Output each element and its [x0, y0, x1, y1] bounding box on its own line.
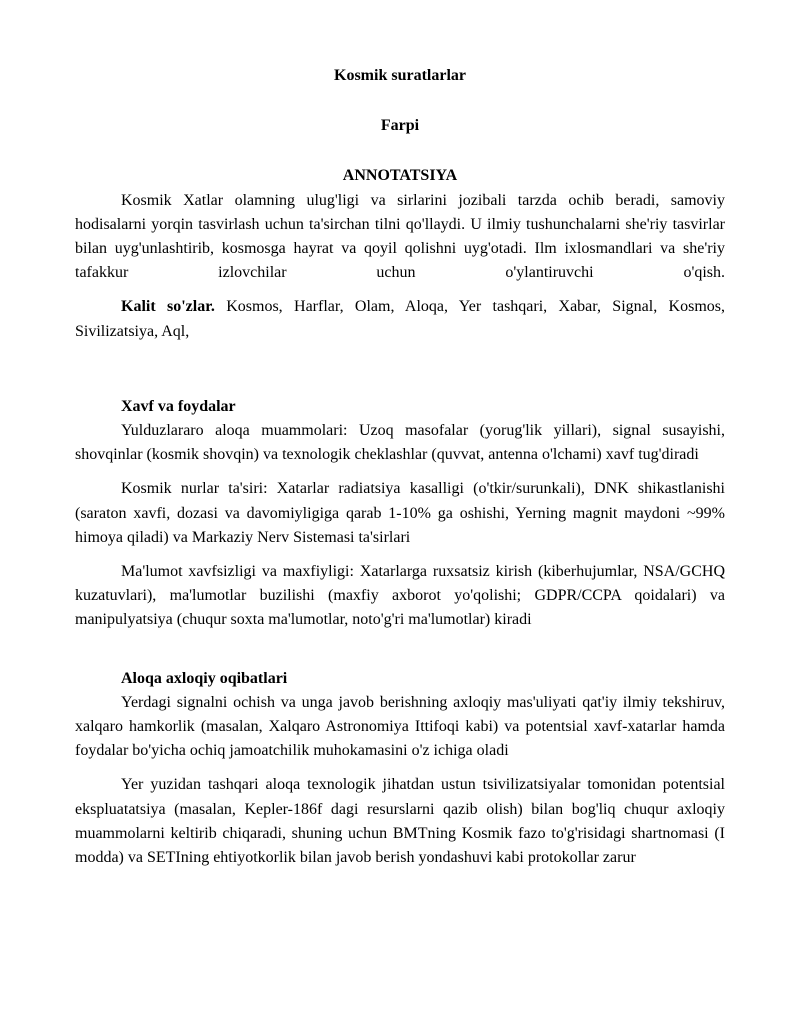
section-heading-risks: Xavf va foydalar	[121, 397, 236, 415]
keywords-label: Kalit so'zlar.	[121, 298, 215, 316]
section-paragraph: Kosmik nurlar ta'siri: Xatarlar radiatsiya kasalligi (o'tkir/surunkali), DNK shikastlanishi (saraton xavfi, dozasi va davomiyligiga qarab 1-10% ga oshishi, Yerning magnit maydoni ~99% himoya qiladi) va Markaziy Nerv Sistemasi ta'sirlari	[75, 480, 725, 546]
section-paragraph: Yerdagi signalni ochish va unga javob berishning axloqiy mas'uliyati qat'iy ilmiy tekshiruv, xalqaro hamkorlik (masalan, Xalqaro Astronomiya Ittifoqi kabi) va potentsial xavf-xatarlar hamda foydalar bo'yicha ochiq jamoatchilik muhokamasini o'z ichiga oladi	[75, 693, 725, 760]
section-paragraph: Ma'lumot xavfsizligi va maxfiyligi: Xatarlarga ruxsatsiz kirish (kiberhujumlar, NSA/GCHQ kuzatuvlari), ma'lumotlar buzilishi (maxfiy axborot yo'qolishi; GDPR/CCPA qoidalari) va manipulyatsiya (chuqur soxta ma'lumotlar, noto'g'ri ma'lumotlar) kiradi	[75, 563, 725, 629]
abstract-heading: ANNOTATSIYA	[342, 167, 458, 185]
document-title: Kosmik suratlarlar	[334, 67, 466, 84]
section-heading-ethics: Aloqa axloqiy oqibatlari	[121, 669, 288, 687]
keywords-text: Kosmos, Harflar, Olam, Aloqa, Yer tashqari, Xabar, Signal, Kosmos, Sivilizatsiya, Aql,	[75, 298, 726, 340]
document-author: Farpi	[380, 117, 420, 135]
document-page	[75, 64, 725, 870]
section-paragraph: Yulduzlararo aloqa muammolari: Uzoq masofalar (yorug'lik yillari), signal susayishi, shovqinlar (kosmik shovqin) va texnologik cheklashlar (quvvat, antenna o'lchami) xavf tug'diradi	[75, 422, 725, 464]
section-paragraph: Yer yuzidan tashqari aloqa texnologik jihatdan ustun tsivilizatsiyalar tomonidan potentsial ekspluatatsiya (masalan, Kepler-186f dagi resurslarni qazib olish) bilan bog'liq chuqur axloqiy muammolarni keltirib chiqaradi, shuning uchun BMTning Kosmik fazo to'g'risidagi shartnomasi (I modda) va SETIning ehtiyotkorlik bilan javob berish yondashuvi kabi protokollar zarur	[75, 776, 725, 867]
abstract-paragraph: Kosmik Xatlar olamning ulug'ligi va sirlarini jozibali tarzda ochib beradi, samoviy hodisalarni yorqin tasvirlash uchun ta'sirchan tilni qo'llaydi. U ilmiy tushunchalarni she'riy tasvirlar bilan uyg'unlashtirib, kosmosga hayrat va qoyil qolishni uyg'otadi. Ilm ixlosmandlari va she'riy tafakkur izlovchilar uchun o'ylantiruvchi o'qish.	[75, 191, 725, 282]
keywords-paragraph	[75, 295, 725, 343]
